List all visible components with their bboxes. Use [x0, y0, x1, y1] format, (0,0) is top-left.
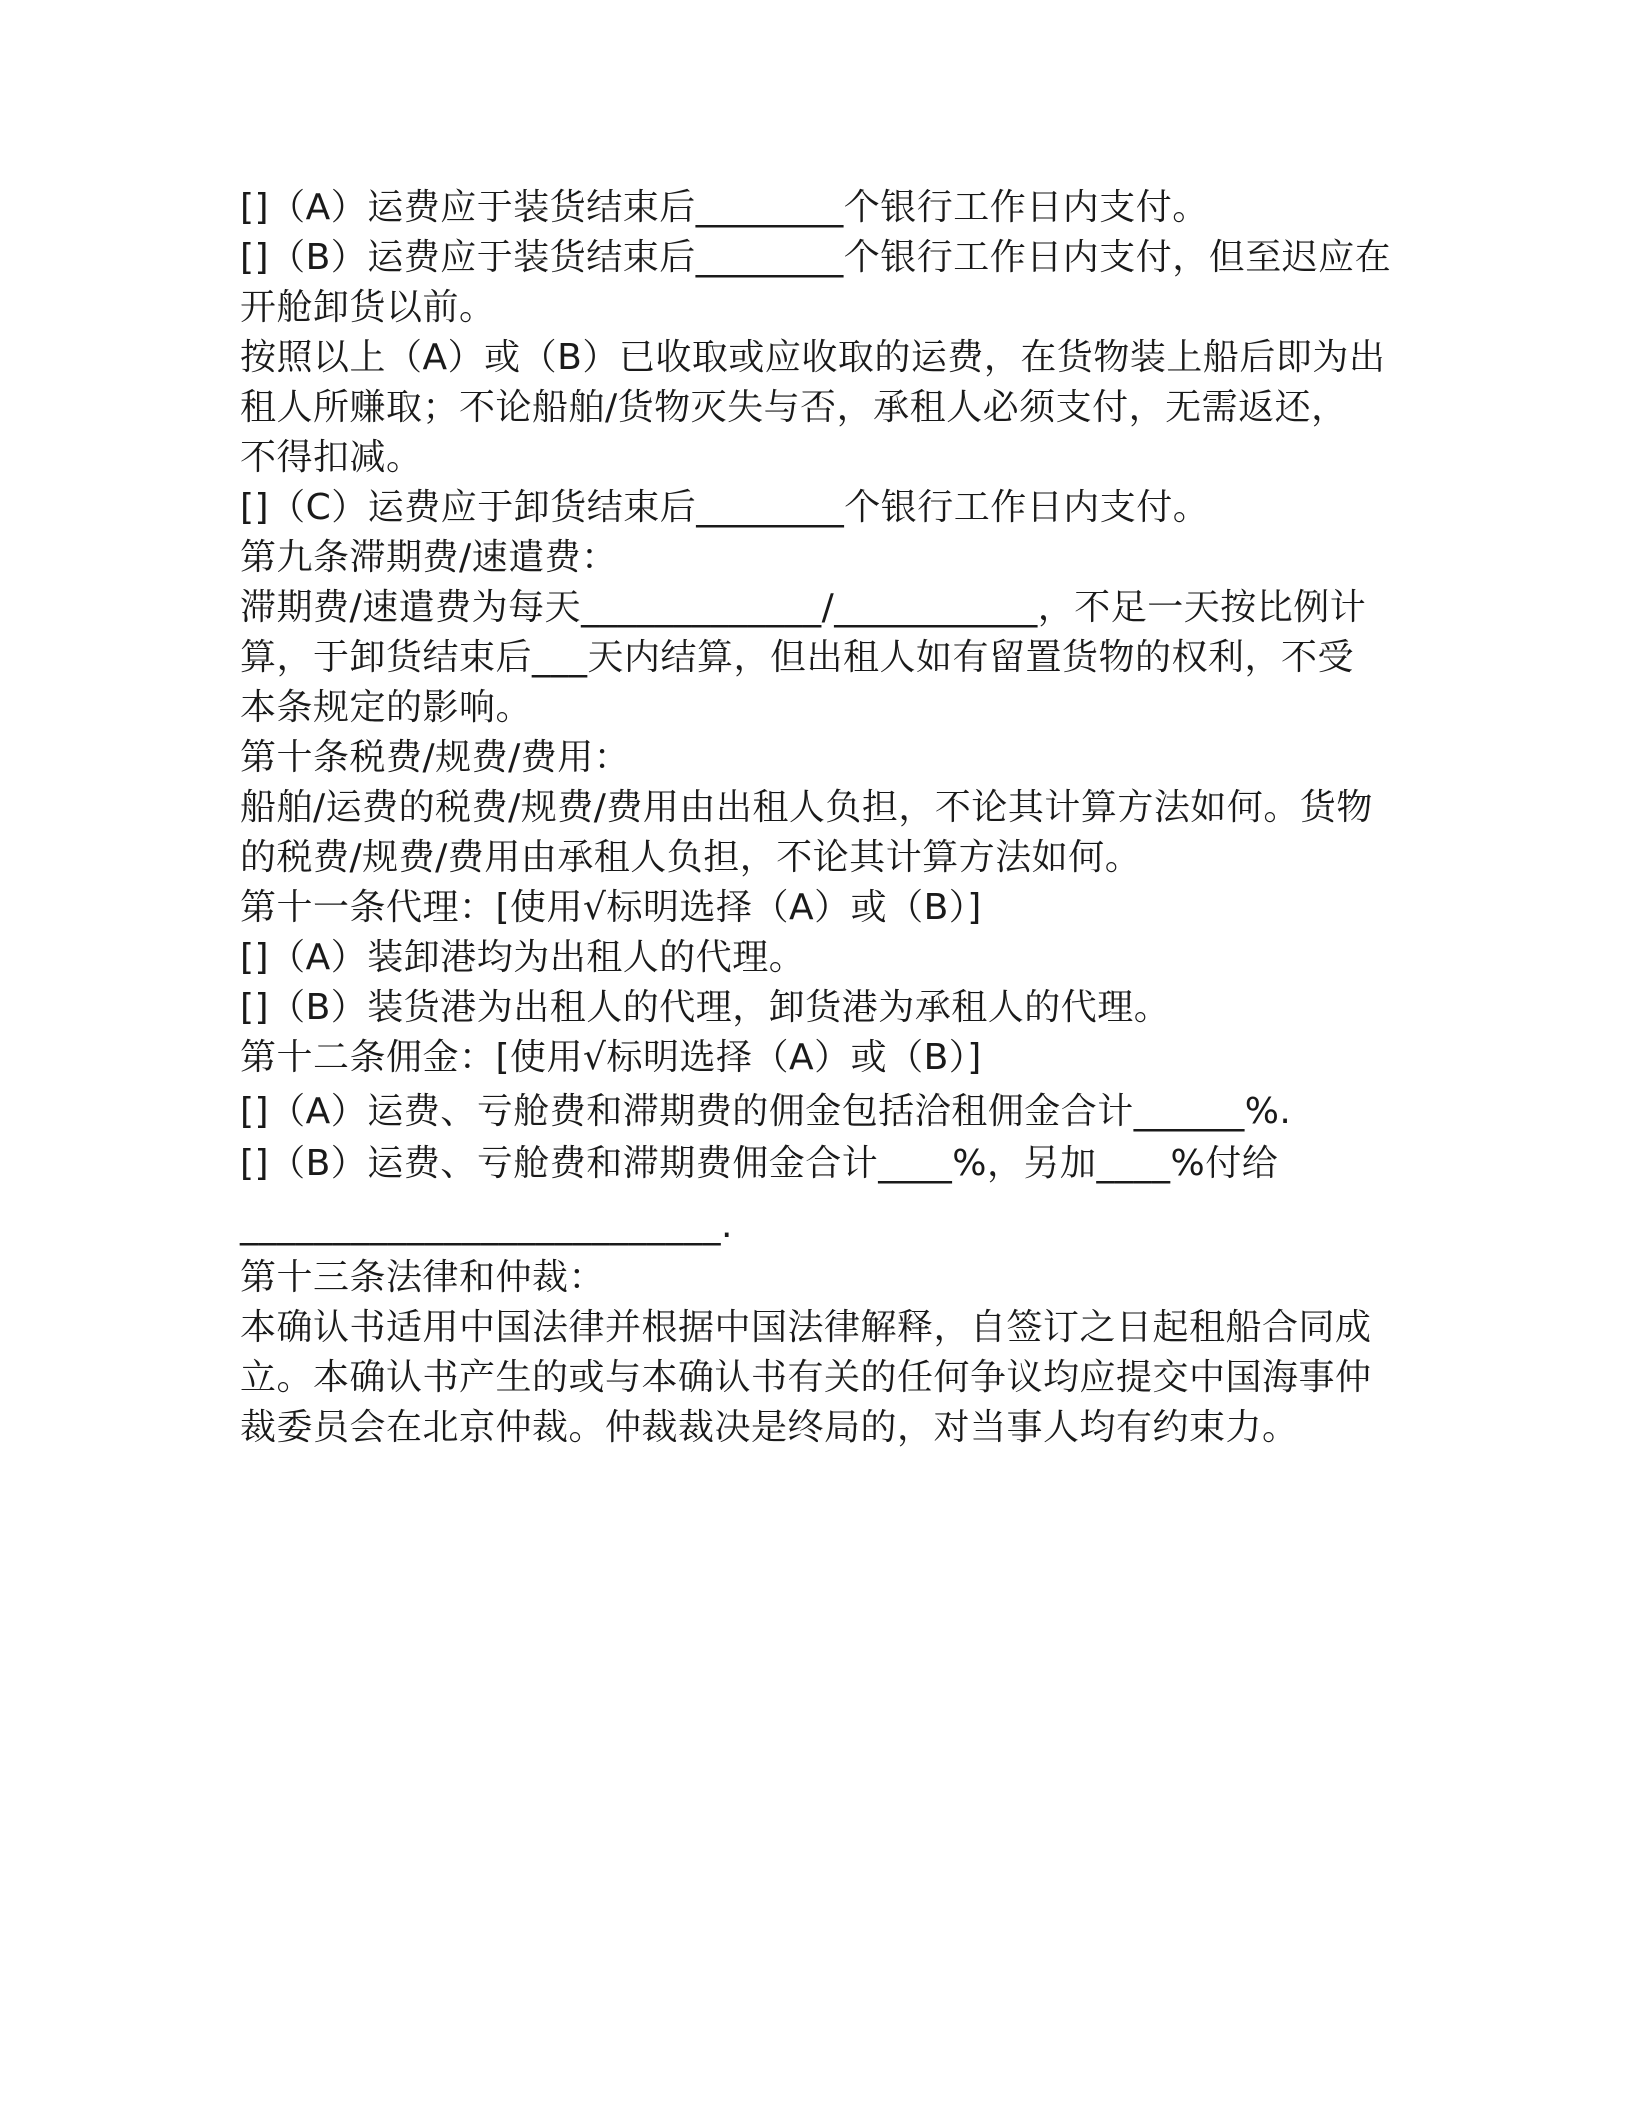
clause-8-note-line3: 不得扣减。	[240, 437, 423, 478]
clause-9-body-line2: 算，于卸货结束后___天内结算，但出租人如有留置货物的权利，不受	[240, 637, 1355, 678]
clause-13-body-line1: 本确认书适用中国法律并根据中国法律解释，自签订之日起租船合同成	[240, 1307, 1372, 1348]
clause-10-body-line1: 船舶/运费的税费/规费/费用由出租人负担，不论其计算方法如何。货物	[240, 787, 1373, 828]
clause-11-option-a: []（A）装卸港均为出租人的代理。	[240, 937, 806, 978]
clause-9-heading: 第九条滞期费/速遣费：	[240, 537, 618, 578]
clause-12-heading: 第十二条佣金：[使用√标明选择（A）或（B）]	[240, 1037, 982, 1078]
clause-12-option-a: []（A）运费、亏舱费和滞期费的佣金包括洽租佣金合计______%.	[240, 1091, 1292, 1132]
clause-9-body-line1: 滞期费/速遣费为每天_____________/___________，不足一天按比例计	[240, 587, 1367, 628]
clause-11-option-b: []（B）装货港为出租人的代理，卸货港为承租人的代理。	[240, 987, 1171, 1028]
clause-8-note-line1: 按照以上（A）或（B）已收取或应收取的运费，在货物装上船后即为出	[240, 337, 1386, 378]
clause-9-body-line3: 本条规定的影响。	[240, 687, 533, 728]
clause-10-heading: 第十条税费/规费/费用：	[240, 737, 631, 778]
clause-13-heading: 第十三条法律和仲裁：	[240, 1257, 606, 1298]
clause-8-note-line2: 租人所赚取；不论船舶/货物灭失与否，承租人必须支付，无需返还，	[240, 387, 1348, 428]
clause-12-option-b-line1: []（B）运费、亏舱费和滞期费佣金合计____%，另加____%付给	[240, 1143, 1279, 1184]
clause-13-body-line3: 裁委员会在北京仲裁。仲裁裁决是终局的，对当事人均有约束力。	[240, 1407, 1299, 1448]
clause-11-heading: 第十一条代理：[使用√标明选择（A）或（B）]	[240, 887, 982, 928]
clause-13-body-line2: 立。本确认书产生的或与本确认书有关的任何争议均应提交中国海事仲	[240, 1357, 1372, 1398]
clause-8-option-b-line1: []（B）运费应于装货结束后________个银行工作日内支付，但至迟应在	[240, 237, 1392, 278]
clause-12-option-b-line2: __________________________.	[240, 1205, 733, 1246]
clause-8-option-c: []（C）运费应于卸货结束后________个银行工作日内支付。	[240, 487, 1210, 528]
clause-8-option-a: []（A）运费应于装货结束后________个银行工作日内支付。	[240, 187, 1209, 228]
clause-10-body-line2: 的税费/规费/费用由承租人负担，不论其计算方法如何。	[240, 837, 1142, 878]
clause-8-option-b-line2: 开舱卸货以前。	[240, 287, 496, 328]
